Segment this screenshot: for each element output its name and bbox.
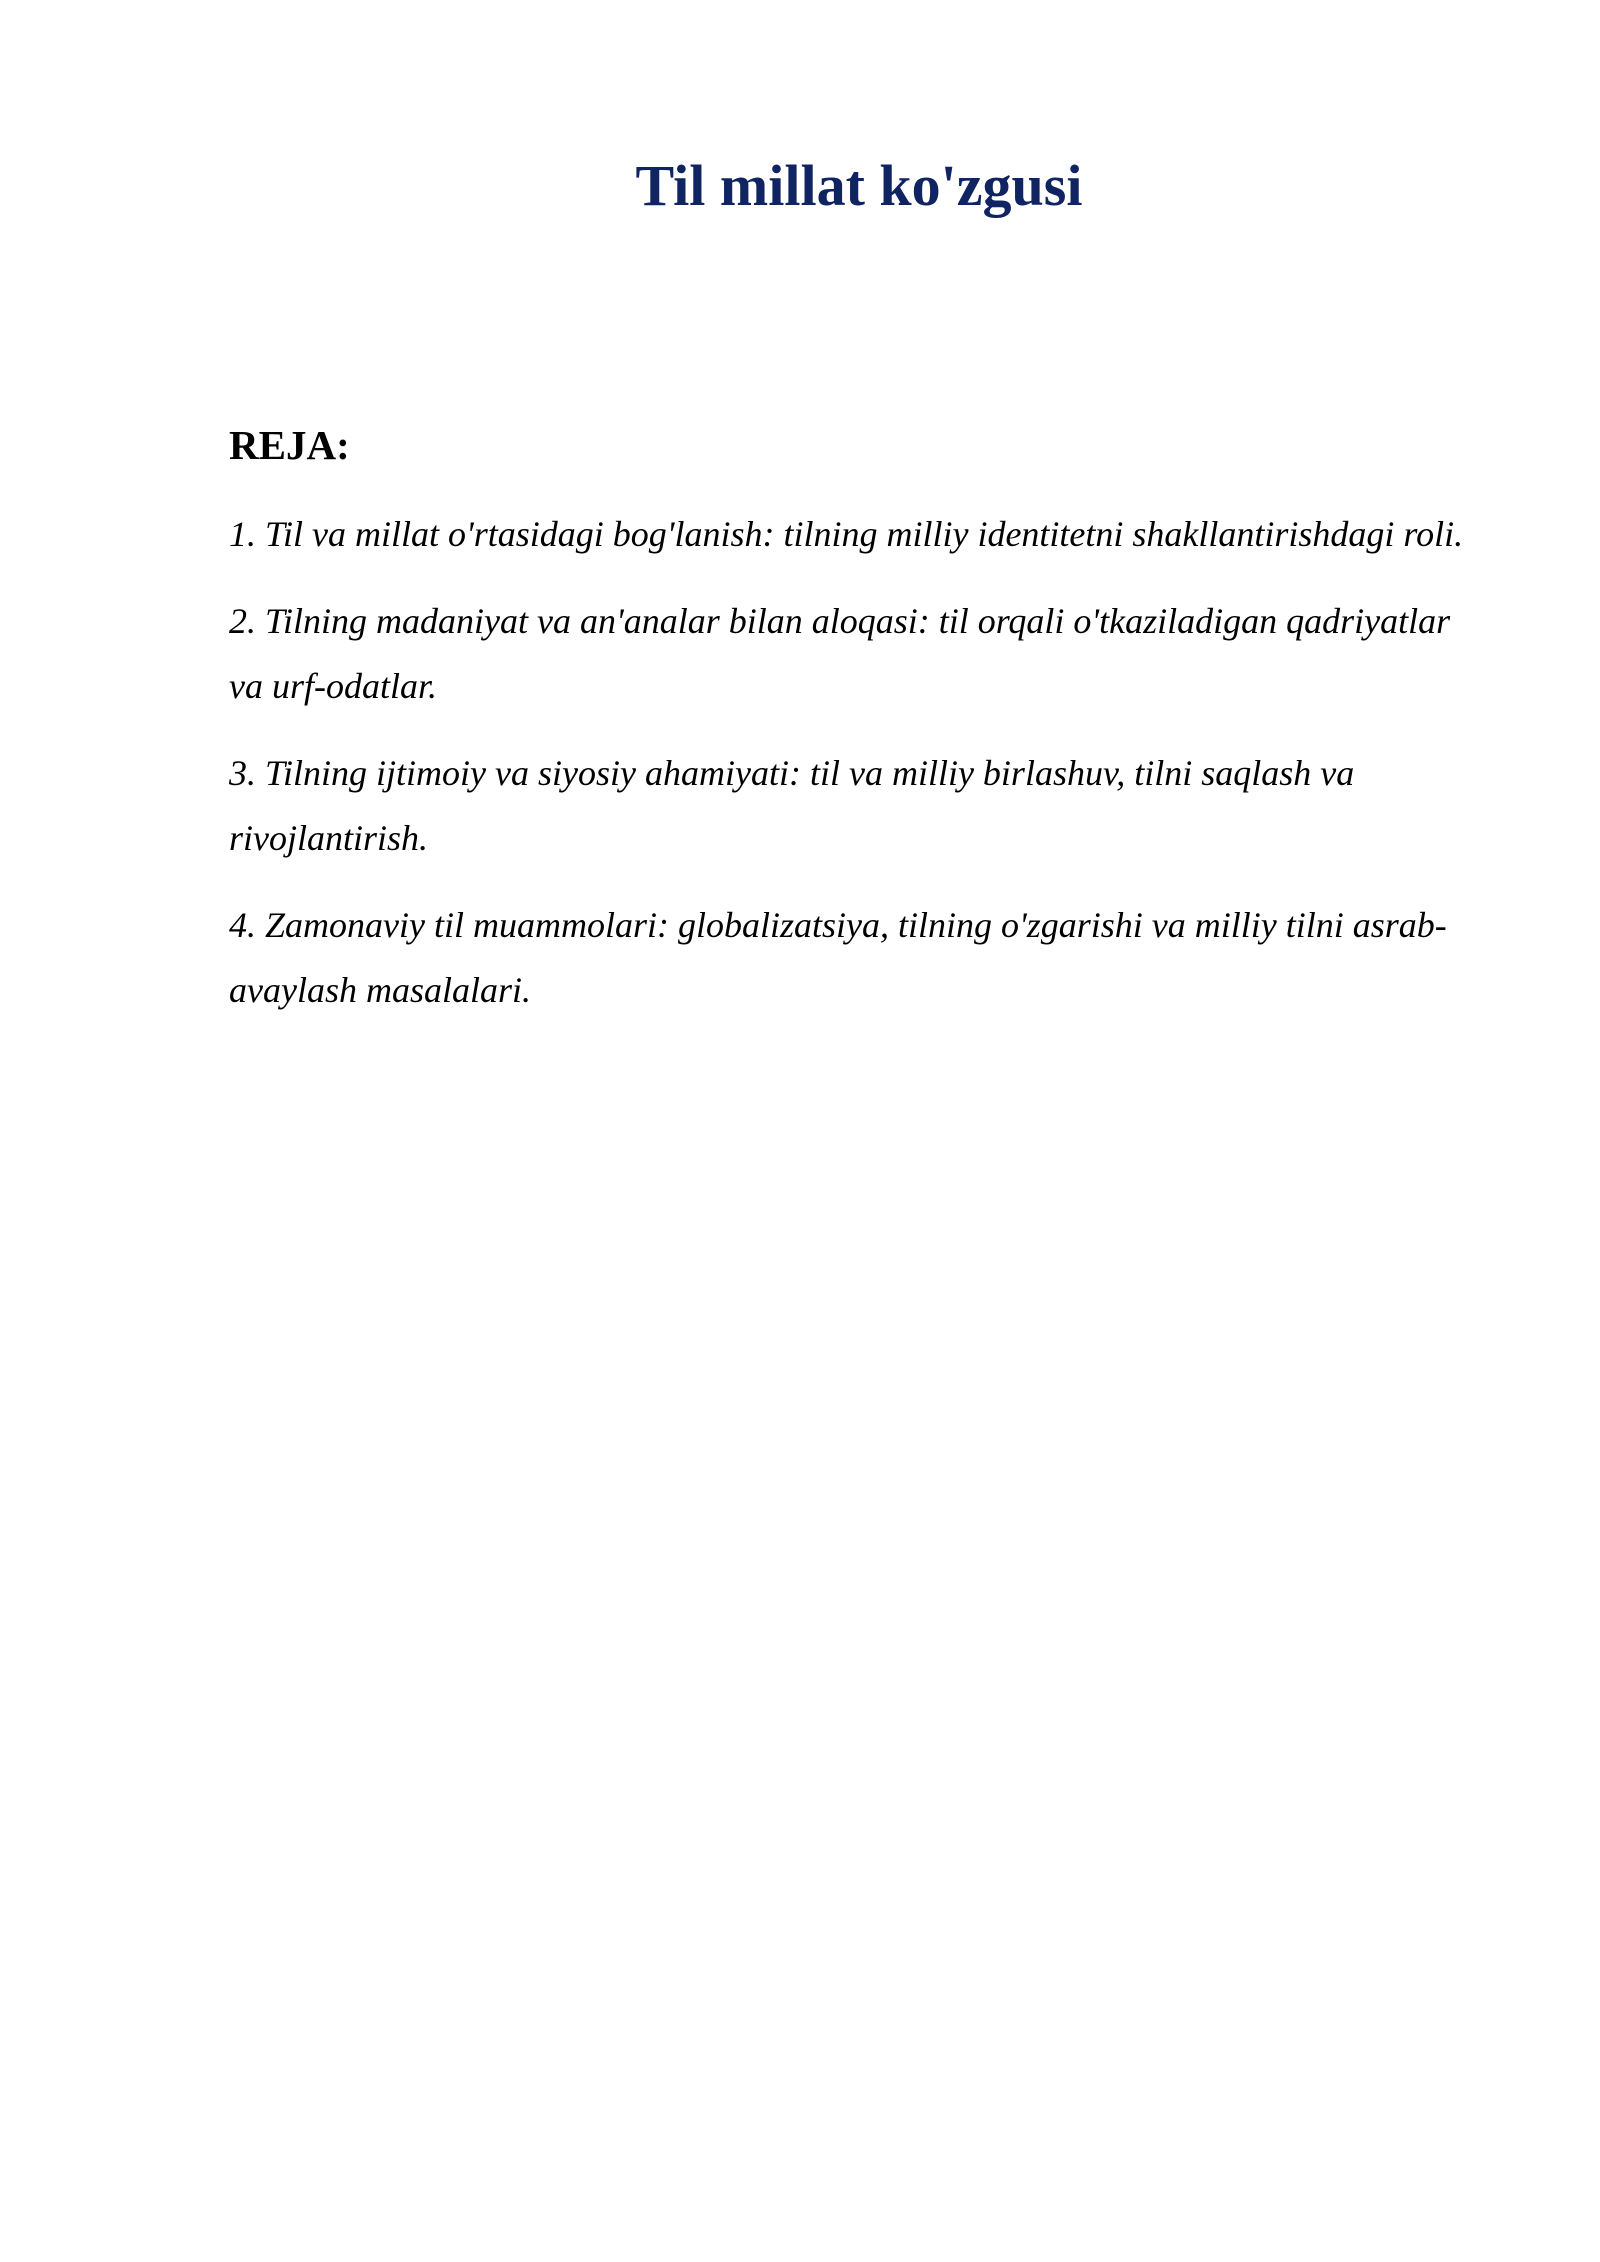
- document-title: Til millat ko'zgusi: [635, 153, 1083, 218]
- plan-section: [229, 420, 1469, 1045]
- plan-list: [229, 502, 1469, 1023]
- plan-heading: REJA:: [229, 422, 350, 468]
- plan-item-2: 2. Tilning madaniyat va an'analar bilan aloqasi: til orqali o'tkaziladigan qadriyatlar va urf-odatlar.: [229, 601, 1451, 706]
- plan-item-4: 4. Zamonaviy til muammolari: globalizatsiya, tilning o'zgarishi va milliy tilni asrab-avaylash masalalari.: [229, 905, 1447, 1010]
- plan-item-1: 1. Til va millat o'rtasidagi bog'lanish: tilning milliy identitetni shakllantirishdagi roli.: [229, 514, 1464, 554]
- plan-item-3: 3. Tilning ijtimoiy va siyosiy ahamiyati: til va milliy birlashuv, tilni saqlash va rivojlantirish.: [229, 753, 1355, 858]
